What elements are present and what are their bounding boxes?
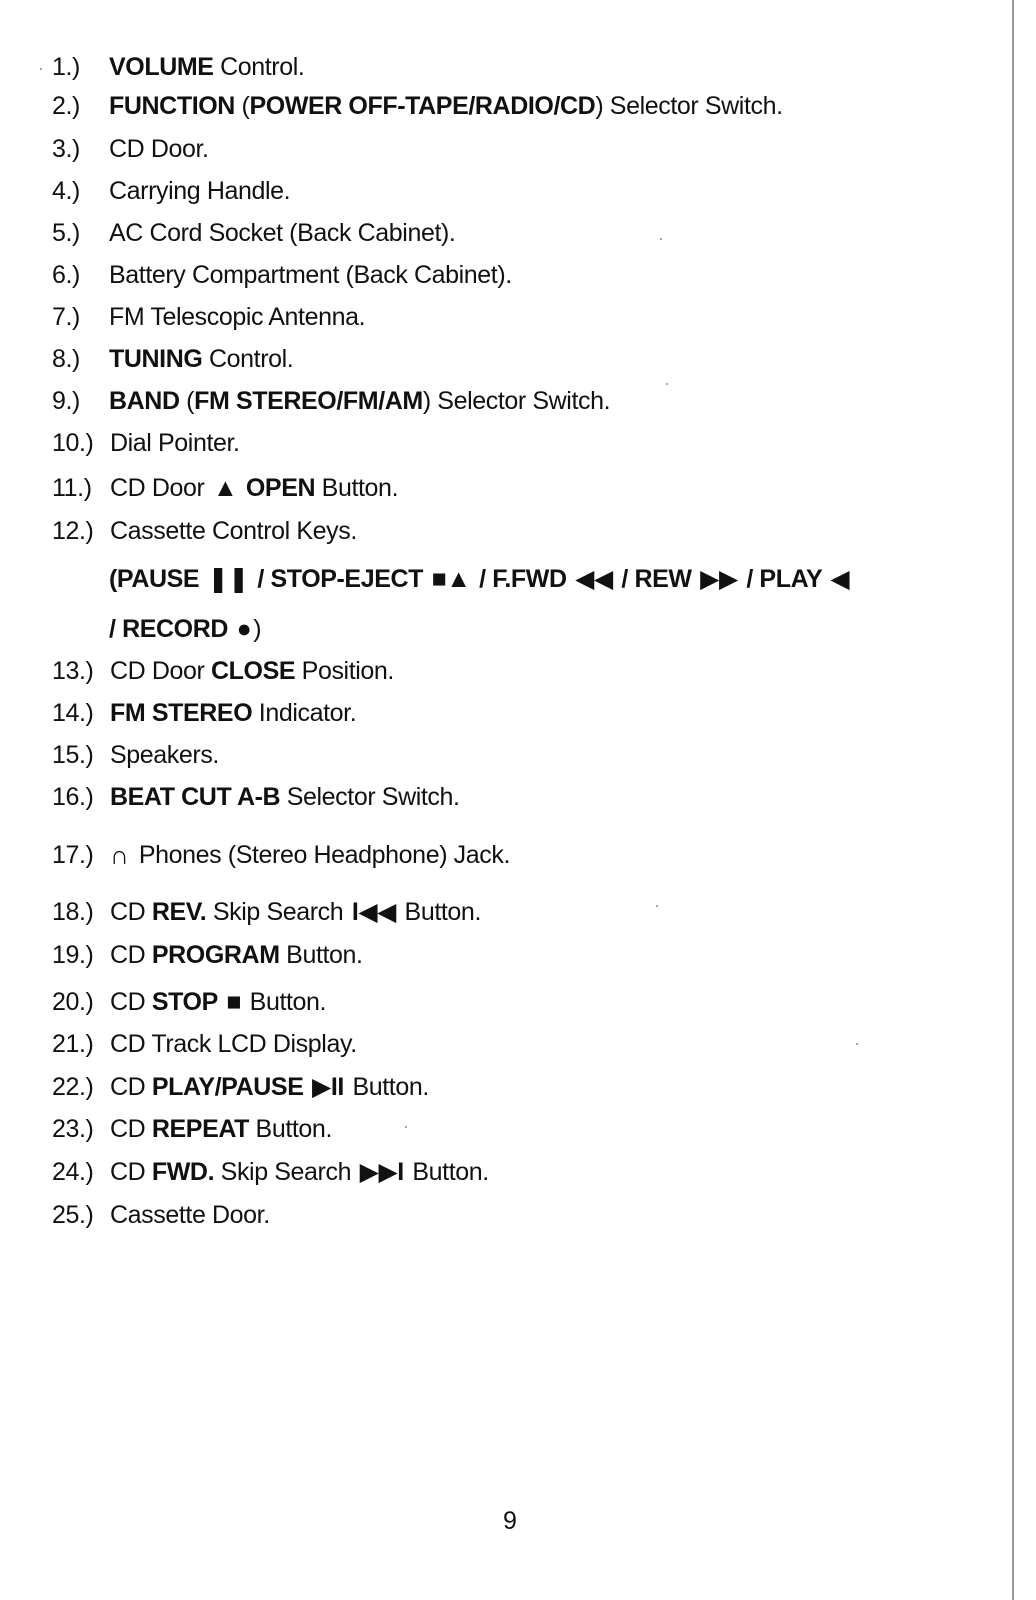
item-number: 19.) bbox=[52, 941, 94, 969]
item-text: CD bbox=[110, 988, 152, 1016]
scan-speck bbox=[405, 1126, 407, 1128]
item-text: Button. bbox=[405, 1158, 489, 1186]
item-text: Control. bbox=[213, 53, 305, 81]
item-number: 10.) bbox=[52, 429, 94, 457]
item-text: PROGRAM bbox=[151, 941, 280, 969]
list-item bbox=[52, 302, 365, 332]
item-number: 16.) bbox=[52, 783, 94, 811]
item-text: FWD. bbox=[151, 1158, 215, 1186]
list-item bbox=[52, 656, 394, 686]
list-item bbox=[52, 218, 455, 248]
record-icon: ● bbox=[236, 615, 252, 643]
item-text: Skip Search bbox=[214, 1158, 358, 1186]
skip-back-icon: I◀◀ bbox=[351, 898, 397, 926]
item-text: FM STEREO/FM/AM bbox=[194, 387, 423, 415]
item-text: Control. bbox=[202, 345, 294, 373]
list-item bbox=[52, 987, 326, 1017]
list-item bbox=[52, 940, 363, 970]
list-item bbox=[52, 740, 219, 770]
item-text: Battery Compartment (Back Cabinet). bbox=[109, 261, 512, 289]
item-text: REV. bbox=[151, 898, 207, 926]
item-text: CD bbox=[110, 1073, 152, 1101]
item-text: CD bbox=[110, 1115, 152, 1143]
item-number: 13.) bbox=[52, 657, 94, 685]
item-text: / STOP-EJECT bbox=[250, 565, 430, 593]
item-text: Carrying Handle. bbox=[109, 177, 291, 205]
item-number: 7.) bbox=[52, 303, 80, 331]
list-item bbox=[52, 52, 304, 82]
item-text: FM Telescopic Antenna. bbox=[109, 303, 366, 331]
item-text: / REW bbox=[614, 565, 699, 593]
pause-icon: ❚❚ bbox=[207, 565, 249, 593]
item-text: Button. bbox=[315, 474, 399, 502]
item-number: 17.) bbox=[52, 841, 94, 869]
item-text: ) Selector Switch. bbox=[595, 92, 783, 120]
item-number: 3.) bbox=[52, 135, 80, 163]
item-number: 1.) bbox=[52, 53, 80, 81]
page-edge-line bbox=[1012, 0, 1014, 1600]
item-text: CD Track LCD Display. bbox=[110, 1030, 357, 1058]
item-text: POWER OFF-TAPE/RADIO/CD bbox=[249, 92, 596, 120]
list-item bbox=[52, 176, 290, 206]
item-text: CLOSE bbox=[211, 657, 296, 685]
item-number: 12.) bbox=[52, 517, 94, 545]
item-text: Position. bbox=[295, 657, 394, 685]
item-text: Button. bbox=[243, 988, 327, 1016]
item-text: CD Door bbox=[110, 474, 211, 502]
item-text: REPEAT bbox=[151, 1115, 250, 1143]
item-text: AC Cord Socket (Back Cabinet). bbox=[109, 219, 456, 247]
item-number: 18.) bbox=[52, 898, 94, 926]
rewind-icon: ▶▶ bbox=[700, 565, 738, 593]
list-item bbox=[52, 386, 610, 416]
item-number: 9.) bbox=[52, 387, 80, 415]
list-item bbox=[52, 134, 209, 164]
list-item bbox=[52, 260, 512, 290]
item-text: Skip Search bbox=[206, 898, 350, 926]
item-text: Button. bbox=[398, 898, 481, 926]
item-text: ( bbox=[234, 92, 250, 120]
list-item bbox=[52, 516, 357, 546]
item-number: 14.) bbox=[52, 699, 94, 727]
item-number: 15.) bbox=[52, 741, 94, 769]
item-text: Dial Pointer. bbox=[110, 429, 240, 457]
item-number: 21.) bbox=[52, 1030, 94, 1058]
item-text: BAND bbox=[109, 387, 180, 415]
item-text: ) bbox=[253, 615, 262, 643]
list-item-continuation bbox=[109, 564, 851, 594]
list-item bbox=[52, 91, 783, 121]
item-number: 20.) bbox=[52, 988, 94, 1016]
item-text: ( bbox=[179, 387, 195, 415]
scan-speck bbox=[856, 1043, 858, 1045]
list-item bbox=[52, 1200, 270, 1230]
item-text: FUNCTION bbox=[109, 92, 235, 120]
item-number: 4.) bbox=[52, 177, 80, 205]
item-text: / F.FWD bbox=[472, 565, 574, 593]
list-item bbox=[52, 698, 356, 728]
item-text: Cassette Control Keys. bbox=[110, 517, 357, 545]
item-number: 24.) bbox=[52, 1158, 94, 1186]
item-number: 5.) bbox=[52, 219, 80, 247]
item-text: Phones (Stereo Headphone) Jack. bbox=[132, 841, 511, 869]
item-number: 23.) bbox=[52, 1115, 94, 1143]
eject-icon: ▲ bbox=[213, 474, 238, 502]
item-text: CD bbox=[110, 1158, 152, 1186]
item-text: PLAY/PAUSE bbox=[151, 1073, 304, 1101]
item-text: Cassette Door. bbox=[110, 1201, 270, 1229]
item-text: FM STEREO bbox=[110, 699, 253, 727]
play-pause-icon: ▶II bbox=[312, 1073, 344, 1101]
item-text: TUNING bbox=[109, 345, 203, 373]
item-text: CD bbox=[110, 898, 152, 926]
item-text: CD bbox=[110, 941, 152, 969]
list-item bbox=[52, 1072, 429, 1102]
item-text: VOLUME bbox=[109, 53, 214, 81]
list-item bbox=[52, 344, 293, 374]
item-text: Button. bbox=[249, 1115, 332, 1143]
scan-speck bbox=[656, 905, 658, 907]
list-item bbox=[52, 840, 510, 870]
item-text: Selector Switch. bbox=[280, 783, 460, 811]
stop-eject-icon: ■▲ bbox=[431, 565, 471, 593]
item-text: CD Door. bbox=[109, 135, 209, 163]
item-text: Button. bbox=[345, 1073, 429, 1101]
item-text: STOP bbox=[151, 988, 218, 1016]
item-text: / PLAY bbox=[739, 565, 829, 593]
item-text: CD Door bbox=[110, 657, 211, 685]
item-text: Button. bbox=[279, 941, 363, 969]
list-item bbox=[52, 1157, 489, 1187]
headphone-icon: ∩ bbox=[110, 840, 129, 870]
item-number: 25.) bbox=[52, 1201, 94, 1229]
item-number: 22.) bbox=[52, 1073, 94, 1101]
item-text: Speakers. bbox=[110, 741, 219, 769]
item-text: / RECORD bbox=[109, 615, 235, 643]
item-text: (PAUSE bbox=[109, 565, 206, 593]
list-item bbox=[52, 782, 460, 812]
item-number: 11.) bbox=[52, 474, 92, 502]
list-item bbox=[52, 473, 398, 503]
stop-icon: ■ bbox=[226, 988, 242, 1016]
item-text: OPEN bbox=[245, 474, 316, 502]
list-item-continuation bbox=[109, 614, 261, 644]
scan-speck bbox=[660, 238, 662, 240]
item-number: 8.) bbox=[52, 345, 80, 373]
play-icon: ◀ bbox=[830, 565, 850, 593]
list-item bbox=[52, 897, 481, 927]
page-number: 9 bbox=[503, 1507, 517, 1535]
item-text: Indicator. bbox=[252, 699, 357, 727]
list-item bbox=[52, 428, 240, 458]
item-text: BEAT CUT A-B bbox=[110, 783, 281, 811]
list-item bbox=[52, 1114, 332, 1144]
item-text: ) Selector Switch. bbox=[422, 387, 611, 415]
fast-forward-icon: ◀◀ bbox=[575, 565, 613, 593]
scan-speck bbox=[666, 383, 668, 385]
scan-speck bbox=[40, 68, 42, 70]
item-number: 6.) bbox=[52, 261, 80, 289]
item-number: 2.) bbox=[52, 92, 80, 120]
list-item bbox=[52, 1029, 357, 1059]
skip-forward-icon: ▶▶I bbox=[359, 1158, 404, 1186]
